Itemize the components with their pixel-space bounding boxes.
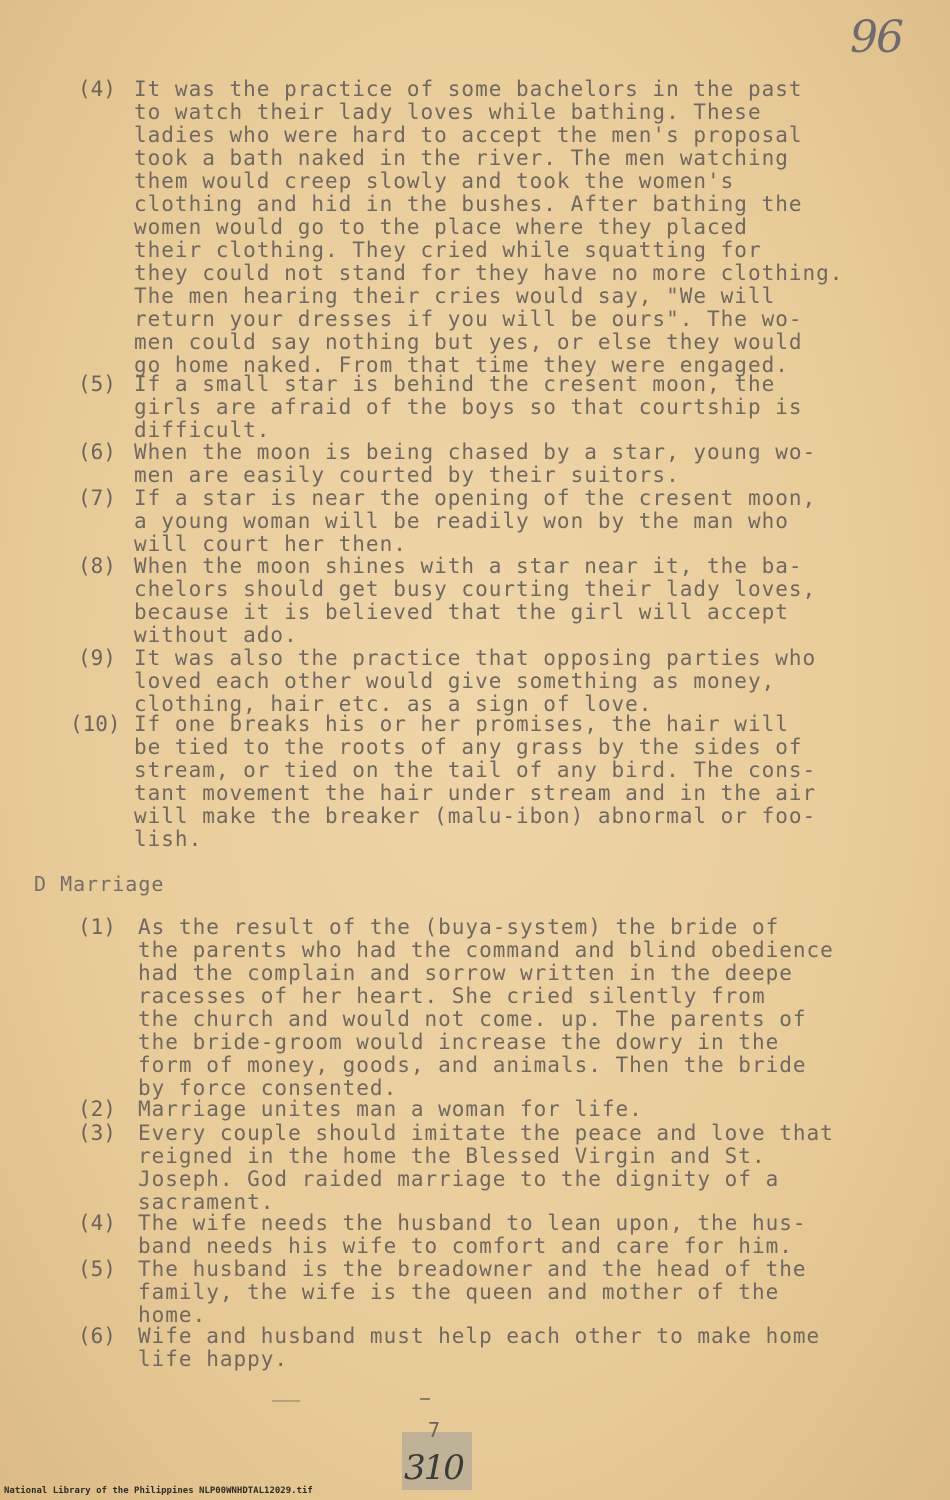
item-number: (4): [78, 77, 116, 101]
item-text: Wife and husband must help each other to make home life happy.: [138, 1324, 821, 1371]
footer-source: National Library of the Philippines: [4, 1486, 194, 1496]
item-text: The husband is the breadowner and the head of the family, the wife is the queen and mother of the home.: [138, 1257, 807, 1327]
item-text: Every couple should imitate the peace and love that reigned in the home the Blessed Virgin and St. Joseph. God raided marriage to the dignity of a sacrament.: [138, 1121, 834, 1214]
item-text: As the result of the (buya-system) the bride of the parents who had the command and blind obedience had the complain and sorrow written in the deepe racesses of her heart. She cried silently from the church and would not come. up. The parents of the bride-groom would increase the dowry in the form of money, goods, and animals. Then the bride by force consented.: [138, 915, 834, 1100]
item-text: Marriage unites man a woman for life.: [138, 1097, 643, 1121]
item-text: If a small star is behind the cresent moon, the girls are afraid of the boys so that courtship is difficult.: [134, 372, 803, 442]
stamp-number: 310: [404, 1448, 463, 1488]
item-number: (3): [78, 1121, 116, 1145]
item-number: (8): [78, 554, 116, 578]
item-number: (2): [78, 1097, 116, 1121]
item-text: If a star is near the opening of the cresent moon, a young woman will be readily won by the man who will court her then.: [134, 486, 817, 556]
item-text: When the moon is being chased by a star, young wo- men are easily courted by their suitors.: [134, 440, 817, 487]
item-number: (6): [78, 440, 116, 464]
item-number: (10): [70, 712, 121, 736]
item-text: If one breaks his or her promises, the hair will be tied to the roots of any grass by the sides of stream, or tied on the tail of any bird. The cons- tant movement the hair under stream and in the air will make the breaker (malu-ibon) abnormal or foo- lish.: [134, 712, 817, 851]
pencil-mark: [272, 1400, 300, 1402]
handwritten-page-number: 96: [850, 12, 902, 63]
item-number: (5): [78, 372, 116, 396]
page-number: 7: [428, 1418, 441, 1442]
item-number: (4): [78, 1211, 116, 1235]
item-text: It was the practice of some bachelors in the past to watch their lady loves while bathing. These ladies who were hard to accept the men's proposal took a bath naked in the river. The men watching them would creep slowly and took the women's clothing and hid in the bushes. After bathing the women would go to the place where they placed their clothing. They cried while squatting for they could not stand for they have no more clothing. The men hearing their cries would say, "We will return your dresses if you will be ours". The wo- men could say nothing but yes, or else they would go home naked. From that time they were engaged.: [134, 77, 844, 377]
item-number: (6): [78, 1324, 116, 1348]
item-number: (1): [78, 915, 116, 939]
item-number: (5): [78, 1257, 116, 1281]
item-text: The wife needs the husband to lean upon, the hus- band needs his wife to comfort and care for him.: [138, 1211, 807, 1258]
item-number: (7): [78, 486, 116, 510]
section-heading: D Marriage: [34, 872, 165, 896]
pencil-mark: [420, 1398, 430, 1400]
item-text: It was also the practice that opposing parties who loved each other would give something as money, clothing, hair etc. as a sign of love.: [134, 646, 817, 716]
item-text: When the moon shines with a star near it, the ba- chelors should get busy courting their lady loves, because it is believed that the girl will accept without ado.: [134, 554, 817, 647]
item-number: (9): [78, 646, 116, 670]
footer-filename: NLP00WNHDTAL12029.tif: [199, 1486, 313, 1496]
